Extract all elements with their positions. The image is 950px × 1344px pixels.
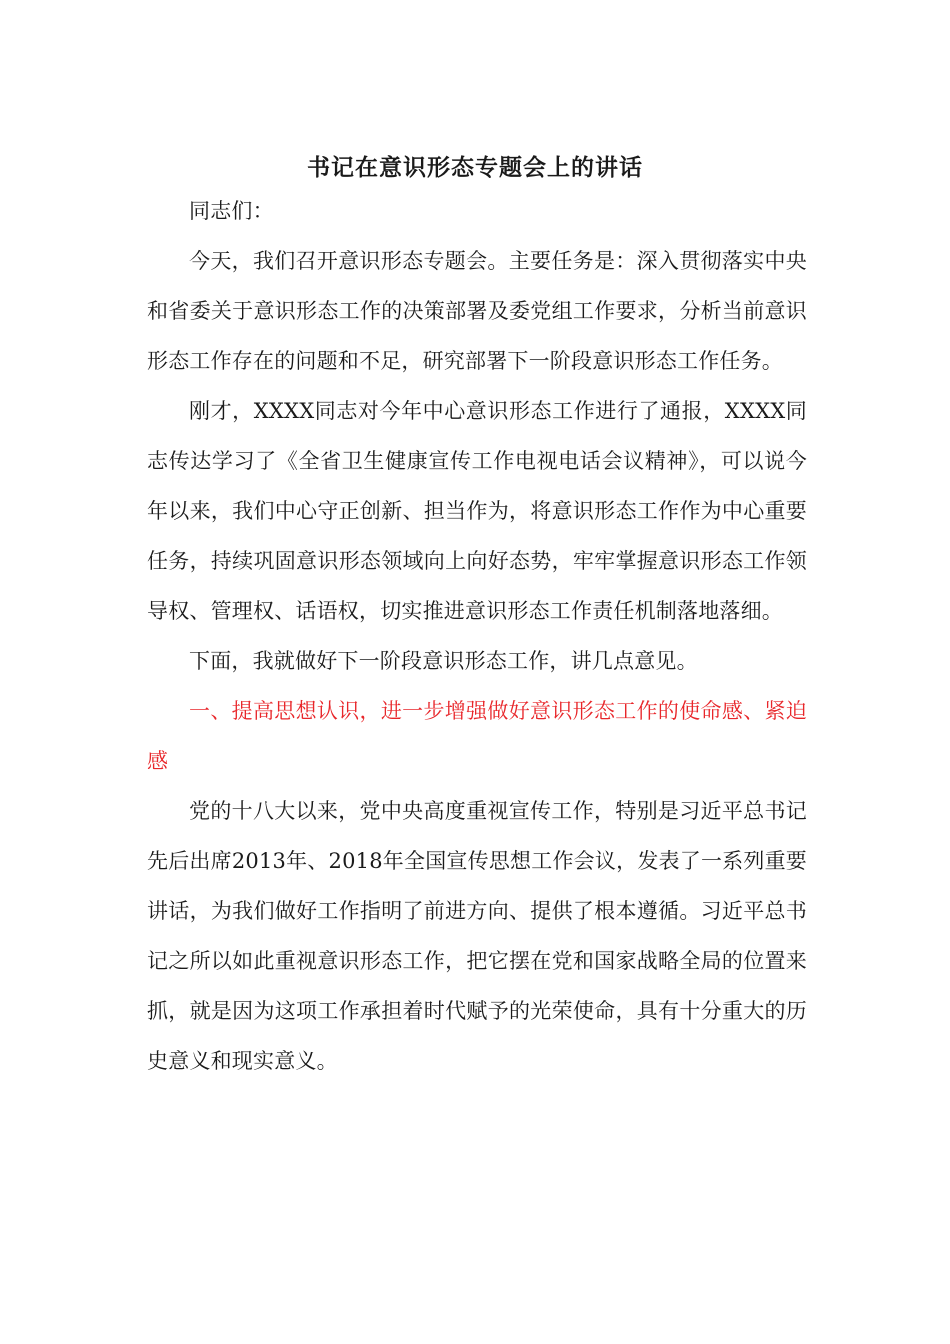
body-paragraph: 今天，我们召开意识形态专题会。主要任务是：深入贯彻落实中央和省委关于意识形态工作的决策部署及委党组工作要求，分析当前意识形态工作存在的问题和不足，研究部署下一阶段意识形态工作任务。 (147, 249, 807, 373)
section-heading: 一、提高思想认识，进一步增强做好意识形态工作的使命感、紧迫感 (147, 699, 807, 773)
document-body (147, 186, 807, 1086)
body-paragraph: 刚才，XXXX同志对今年中心意识形态工作进行了通报，XXXX同志传达学习了《全省卫生健康宣传工作电视电话会议精神》，可以说今年以来，我们中心守正创新、担当作为，将意识形态工作作为中心重要任务，持续巩固意识形态领域向上向好态势，牢牢掌握意识形态工作领导权、管理权、话语权，切实推进意识形态工作责任机制落地落细。 (147, 399, 807, 623)
body-paragraph: 下面，我就做好下一阶段意识形态工作，讲几点意见。 (189, 649, 698, 673)
document-title: 书记在意识形态专题会上的讲话 (307, 154, 643, 181)
salutation-paragraph: 同志们： (189, 199, 274, 223)
body-paragraph: 党的十八大以来，党中央高度重视宣传工作，特别是习近平总书记先后出席2013年、2018年全国宣传思想工作会议，发表了一系列重要讲话，为我们做好工作指明了前进方向、提供了根本遵循。习近平总书记之所以如此重视意识形态工作，把它摆在党和国家战略全局的位置来抓，就是因为这项工作承担着时代赋予的光荣使命，具有十分重大的历史意义和现实意义。 (147, 799, 807, 1073)
